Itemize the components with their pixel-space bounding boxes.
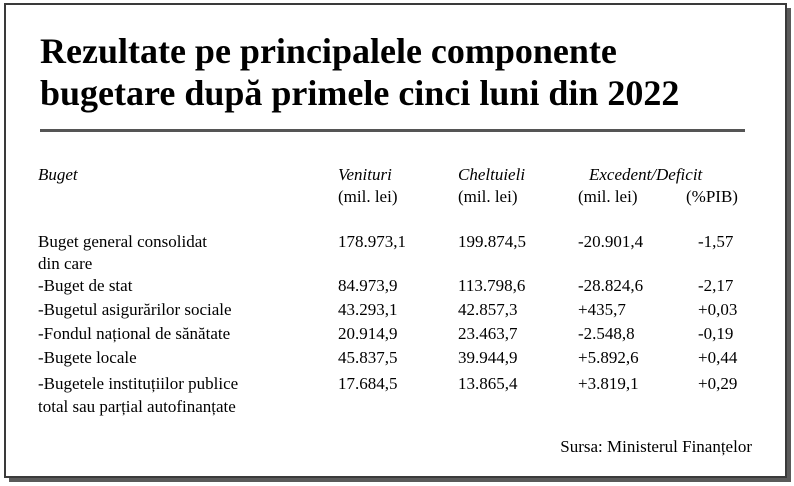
row-label: total sau parțial autofinanțate bbox=[38, 397, 236, 416]
row-excedent: +3.819,1 bbox=[578, 374, 639, 393]
row-excedent: +5.892,6 bbox=[578, 348, 639, 367]
row-cheltuieli: 113.798,6 bbox=[458, 276, 526, 295]
row-pib: -1,57 bbox=[698, 232, 734, 251]
row-venituri: 20.914,9 bbox=[338, 324, 398, 343]
header-venituri-unit: (mil. lei) bbox=[338, 187, 398, 206]
row-pib: +0,29 bbox=[698, 374, 738, 393]
header-cheltuieli: Cheltuieli bbox=[458, 165, 526, 184]
row-pib: +0,44 bbox=[698, 348, 738, 367]
row-venituri: 84.973,9 bbox=[338, 276, 398, 295]
row-label: -Buget de stat bbox=[38, 276, 133, 295]
row-excedent: -2.548,8 bbox=[578, 324, 635, 343]
title-divider bbox=[40, 129, 745, 132]
frame-shadow-right bbox=[787, 8, 791, 482]
row-venituri: 43.293,1 bbox=[338, 300, 398, 319]
row-pib: -2,17 bbox=[698, 276, 734, 295]
row-cheltuieli: 42.857,3 bbox=[458, 300, 518, 319]
row-label: din care bbox=[38, 254, 93, 273]
header-buget: Buget bbox=[38, 165, 78, 184]
header-excedent: Excedent/Deficit bbox=[589, 165, 703, 184]
title-line-1: Rezultate pe principalele componente bbox=[40, 31, 617, 71]
row-cheltuieli: 23.463,7 bbox=[458, 324, 518, 343]
row-excedent: -20.901,4 bbox=[578, 232, 644, 251]
row-label: Buget general consolidat bbox=[38, 232, 208, 251]
row-venituri: 17.684,5 bbox=[338, 374, 398, 393]
row-venituri: 178.973,1 bbox=[338, 232, 406, 251]
row-cheltuieli: 13.865,4 bbox=[458, 374, 518, 393]
source-note: Sursa: Ministerul Finanțelor bbox=[560, 437, 752, 456]
row-label: -Fondul național de sănătate bbox=[38, 324, 231, 343]
row-excedent: -28.824,6 bbox=[578, 276, 644, 295]
row-label: -Bugete locale bbox=[38, 348, 137, 367]
row-cheltuieli: 199.874,5 bbox=[458, 232, 526, 251]
row-venituri: 45.837,5 bbox=[338, 348, 398, 367]
row-label: -Bugetele instituțiilor publice bbox=[38, 374, 239, 393]
title-line-2: bugetare după primele cinci luni din 2022 bbox=[40, 73, 680, 113]
row-pib: -0,19 bbox=[698, 324, 734, 343]
row-excedent: +435,7 bbox=[578, 300, 626, 319]
row-pib: +0,03 bbox=[698, 300, 738, 319]
row-cheltuieli: 39.944,9 bbox=[458, 348, 518, 367]
frame-shadow-bottom bbox=[9, 478, 791, 482]
header-pib-unit: (%PIB) bbox=[686, 187, 738, 206]
header-venituri: Venituri bbox=[338, 165, 392, 184]
header-cheltuieli-unit: (mil. lei) bbox=[458, 187, 518, 206]
row-label: -Bugetul asigurărilor sociale bbox=[38, 300, 232, 319]
page-title bbox=[40, 30, 679, 114]
header-excedent-unit: (mil. lei) bbox=[578, 187, 638, 206]
